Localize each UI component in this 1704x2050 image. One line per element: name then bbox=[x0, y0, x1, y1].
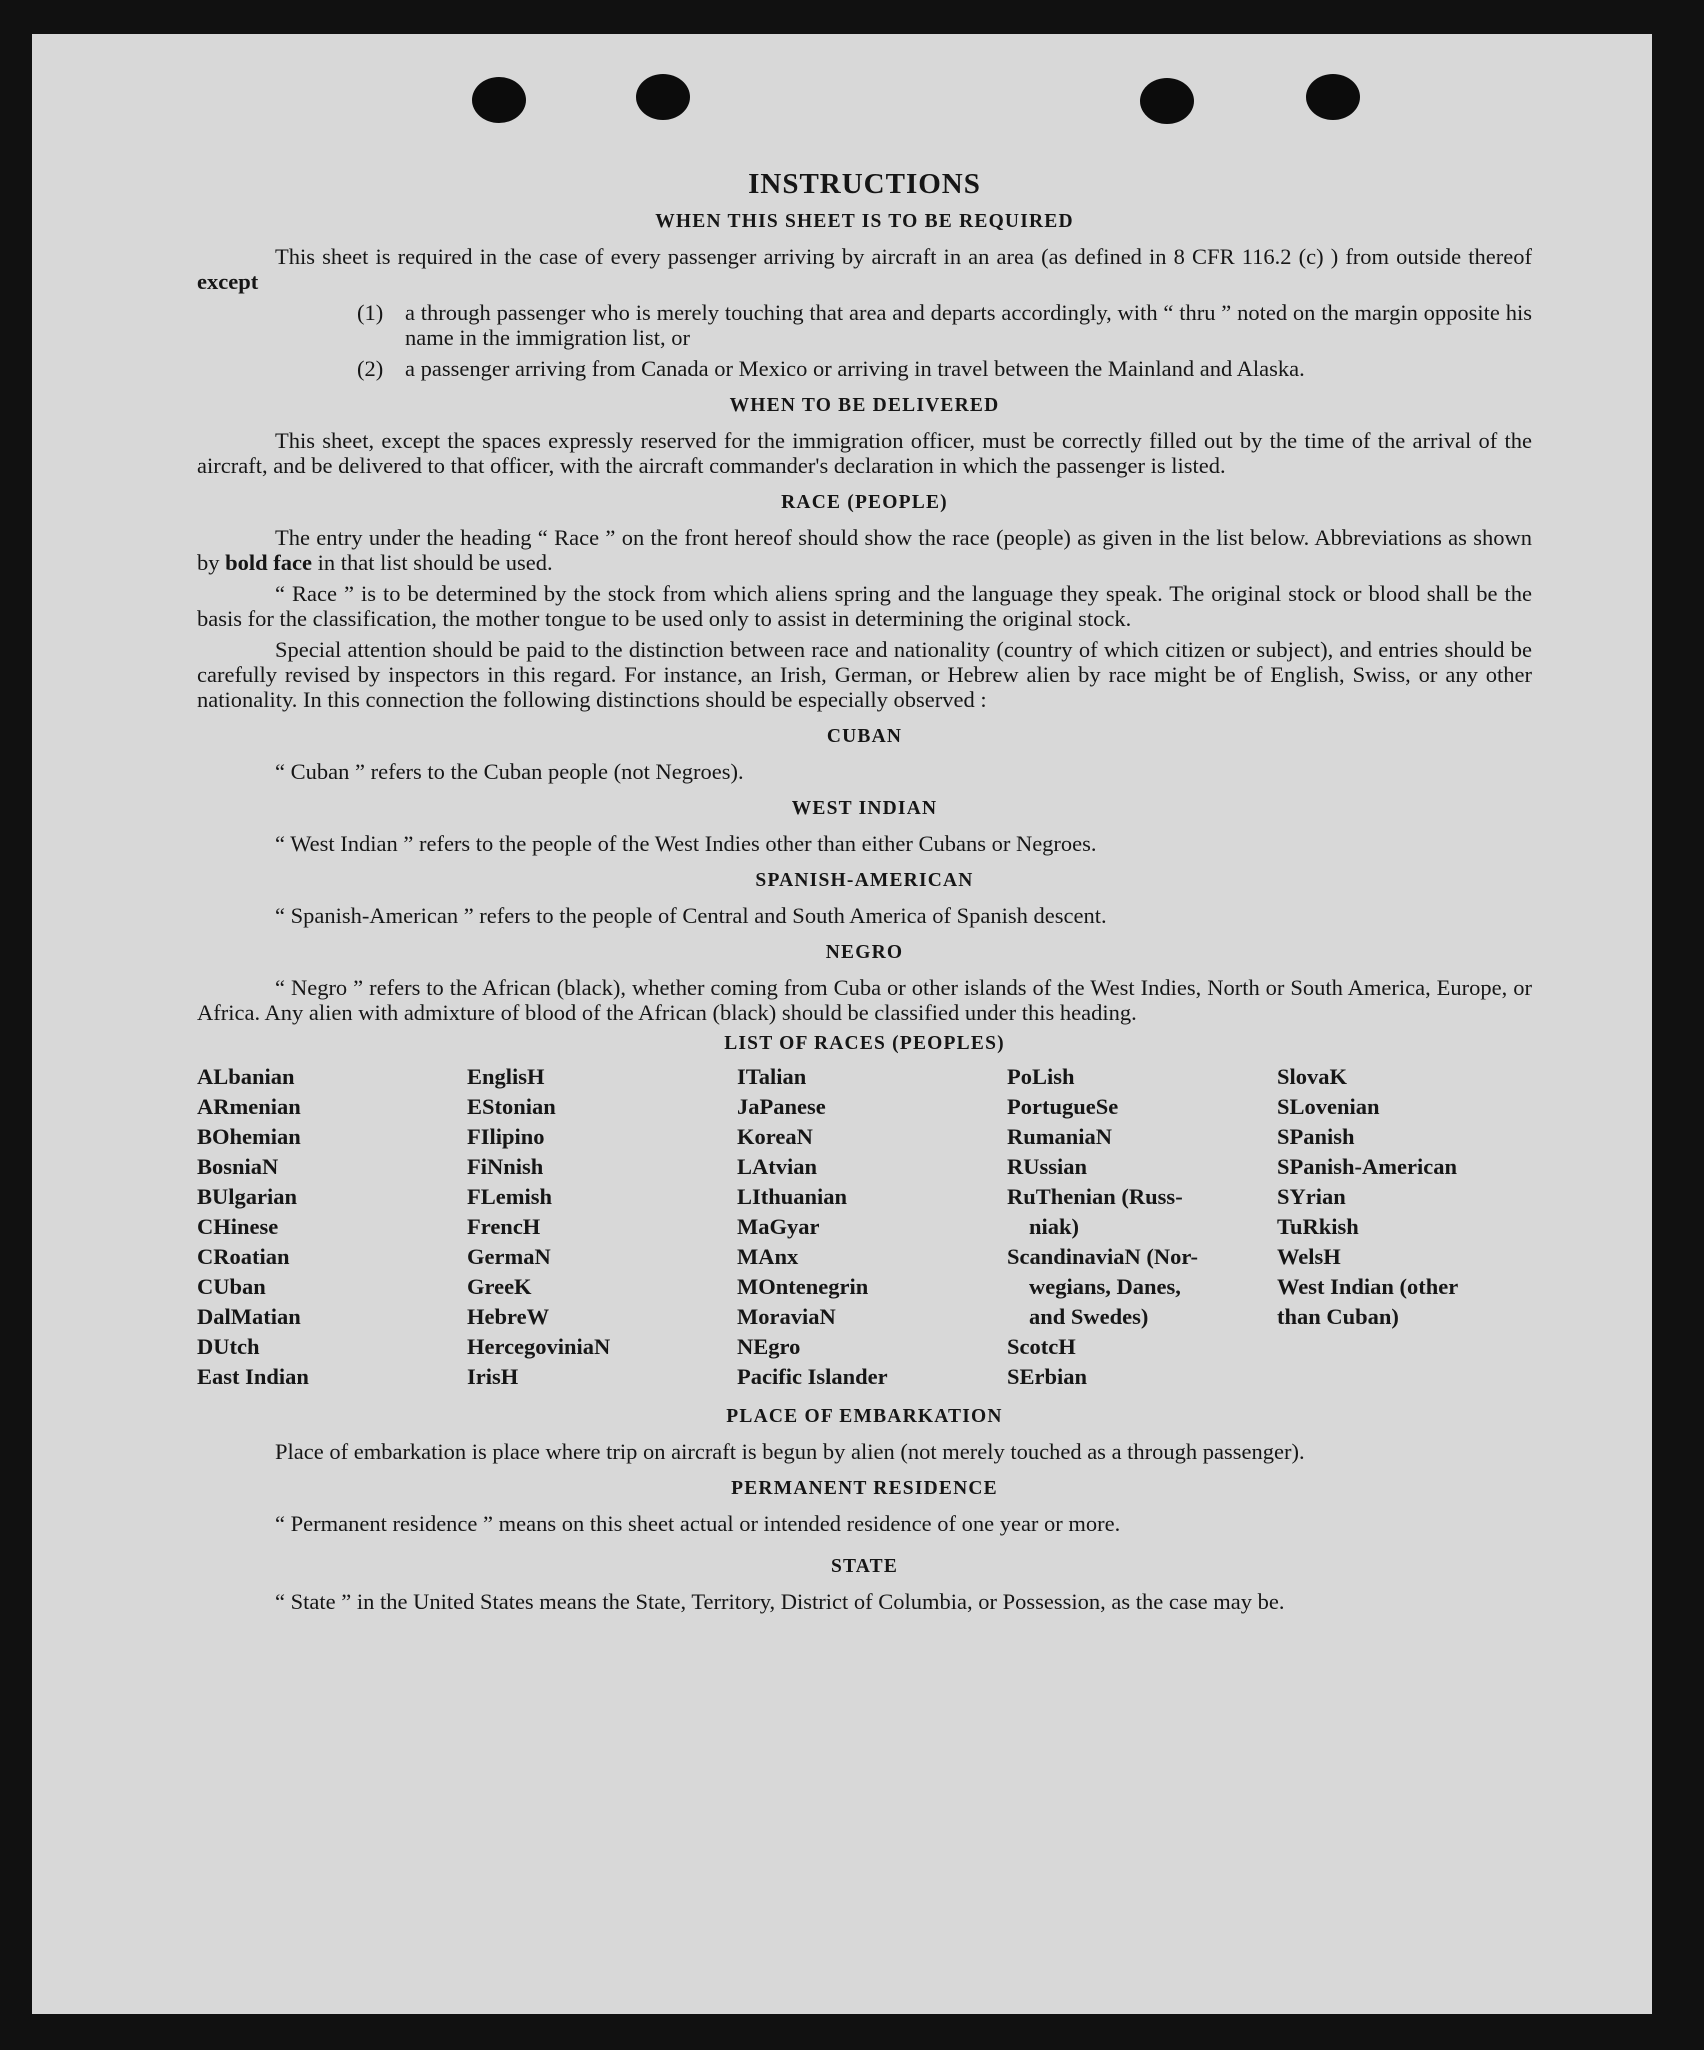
race-entry: FLemish bbox=[467, 1184, 553, 1209]
race-entry: EnglisH bbox=[467, 1064, 545, 1089]
section-heading-races-list: LIST OF RACES (PEOPLES) bbox=[724, 1033, 1005, 1054]
punch-hole bbox=[1306, 74, 1360, 120]
race-entry: JaPanese bbox=[737, 1094, 826, 1119]
section-heading-cuban: CUBAN bbox=[826, 726, 903, 747]
race-entry: ScandinaviaN (Nor- bbox=[1007, 1244, 1199, 1269]
state-text: “ State ” in the United States means the State, Territory, District of Columbia, or Possession, as the case may be. bbox=[275, 1589, 1285, 1614]
race-entry: SPanish-American bbox=[1277, 1154, 1457, 1179]
race-entry: HebreW bbox=[467, 1304, 550, 1329]
west-indian-text: “ West Indian ” refers to the people of the West Indies other than either Cubans or Negroes. bbox=[275, 831, 1097, 856]
race-entry: wegians, Danes, bbox=[1029, 1274, 1181, 1299]
race-entry: SErbian bbox=[1007, 1364, 1088, 1389]
race-entry: MoraviaN bbox=[737, 1304, 836, 1329]
exception-text: a through passenger who is merely touching that area and departs accordingly, with “ thru ” noted on the margin opposite his name in the immigration list, or bbox=[405, 300, 1532, 350]
instructions-content bbox=[197, 162, 1532, 1620]
race-entry: CRoatian bbox=[197, 1244, 290, 1269]
race-entry: PoLish bbox=[1007, 1064, 1075, 1089]
required-intro-except: except bbox=[197, 269, 259, 294]
race-entry: RumaniaN bbox=[1007, 1124, 1113, 1149]
race-entry: SLovenian bbox=[1277, 1094, 1380, 1119]
race-entry: CUban bbox=[197, 1274, 266, 1299]
section-heading-spanish-american: SPANISH-AMERICAN bbox=[755, 870, 974, 891]
race-entry: WelsH bbox=[1277, 1244, 1341, 1269]
exceptions-list bbox=[197, 300, 1532, 381]
cuban-text: “ Cuban ” refers to the Cuban people (not Negroes). bbox=[275, 759, 744, 784]
race-entry: niak) bbox=[1029, 1214, 1080, 1239]
race-entry: HercegoviniaN bbox=[467, 1334, 611, 1359]
race-entry: DalMatian bbox=[197, 1304, 301, 1329]
race-entry: BosniaN bbox=[197, 1154, 279, 1179]
races-column-3 bbox=[737, 1062, 1007, 1392]
section-heading-negro: NEGRO bbox=[825, 942, 904, 963]
race-entry: BOhemian bbox=[197, 1124, 301, 1149]
race-entry: MOntenegrin bbox=[737, 1274, 869, 1299]
races-table bbox=[197, 1062, 1532, 1392]
races-column-5 bbox=[1277, 1062, 1532, 1392]
embarkation-text: Place of embarkation is place where trip on aircraft is begun by alien (not merely touched as a through passenger). bbox=[275, 1439, 1305, 1464]
required-intro bbox=[197, 244, 1532, 294]
races-column-1 bbox=[197, 1062, 467, 1392]
races-column-4 bbox=[1007, 1062, 1277, 1392]
punch-hole bbox=[472, 77, 526, 123]
list-item bbox=[357, 300, 1532, 350]
race-p1-text: The entry under the heading “ Race ” on the front hereof should show the race (people) as given in the list below. Abbreviations as shown by bbox=[197, 525, 1532, 575]
race-entry: SYrian bbox=[1277, 1184, 1346, 1209]
races-column-2 bbox=[467, 1062, 737, 1392]
spanish-american-text: “ Spanish-American ” refers to the people of Central and South America of Spanish descent. bbox=[275, 903, 1107, 928]
race-entry: GermaN bbox=[467, 1244, 551, 1269]
race-p1-bold: bold face bbox=[225, 550, 312, 575]
race-entry: TuRkish bbox=[1277, 1214, 1359, 1239]
race-entry: Pacific Islander bbox=[737, 1364, 888, 1389]
section-heading-state: STATE bbox=[830, 1556, 899, 1577]
race-entry: KoreaN bbox=[737, 1124, 813, 1149]
race-paragraph-2: “ Race ” is to be determined by the stock from which aliens spring and the language they speak. The original stock or blood shall be the basis for the classification, the mother tongue to be used only to assist in determining the original stock. bbox=[197, 581, 1532, 631]
race-entry: FIlipino bbox=[467, 1124, 545, 1149]
race-entry: East Indian bbox=[197, 1364, 309, 1389]
race-entry: FrencH bbox=[467, 1214, 541, 1239]
exception-number: (2) bbox=[357, 356, 384, 381]
section-heading-west-indian: WEST INDIAN bbox=[791, 798, 938, 819]
punch-hole bbox=[1140, 78, 1194, 124]
section-heading-delivered: WHEN TO BE DELIVERED bbox=[729, 395, 1000, 416]
list-item bbox=[357, 356, 1532, 381]
race-entry: CHinese bbox=[197, 1214, 279, 1239]
page-title: INSTRUCTIONS bbox=[748, 168, 981, 200]
race-entry: ITalian bbox=[737, 1064, 807, 1089]
residence-text: “ Permanent residence ” means on this sheet actual or intended residence of one year or more. bbox=[275, 1511, 1121, 1536]
race-entry: ARmenian bbox=[197, 1094, 301, 1119]
delivered-text: This sheet, except the spaces expressly reserved for the immigration officer, must be correctly filled out by the time of the arrival of the aircraft, and be delivered to that officer, with the aircraft commander's declaration in which the passenger is listed. bbox=[197, 428, 1532, 478]
race-paragraph-3: Special attention should be paid to the distinction between race and nationality (country of which citizen or subject), and entries should be carefully revised by inspectors in this regard. For instance, an Irish, German, or Hebrew alien by race might be of English, Swiss, or any other nationality. In this connection the following distinctions should be especially observed : bbox=[197, 637, 1532, 712]
race-entry: than Cuban) bbox=[1277, 1304, 1399, 1329]
race-entry: IrisH bbox=[467, 1364, 519, 1389]
negro-text: “ Negro ” refers to the African (black), whether coming from Cuba or other islands of the West Indies, North or South America, Europe, or Africa. Any alien with admixture of blood of the African (black) should be classified under this heading. bbox=[197, 975, 1532, 1025]
race-entry: SPanish bbox=[1277, 1124, 1355, 1149]
punch-hole bbox=[636, 74, 690, 120]
race-entry: GreeK bbox=[467, 1274, 532, 1299]
race-entry: PortugueSe bbox=[1007, 1094, 1119, 1119]
race-entry: RuThenian (Russ- bbox=[1007, 1184, 1183, 1209]
document-page bbox=[32, 34, 1652, 2014]
race-entry: LAtvian bbox=[737, 1154, 818, 1179]
section-heading-required: WHEN THIS SHEET IS TO BE REQUIRED bbox=[655, 211, 1074, 232]
race-entry: LIthuanian bbox=[737, 1184, 848, 1209]
section-heading-race: RACE (PEOPLE) bbox=[781, 492, 948, 513]
race-p1-tail: in that list should be used. bbox=[312, 550, 553, 575]
race-entry: RUssian bbox=[1007, 1154, 1088, 1179]
race-entry: SlovaK bbox=[1277, 1064, 1348, 1089]
section-heading-residence: PERMANENT RESIDENCE bbox=[731, 1478, 998, 1499]
section-heading-embarkation: PLACE OF EMBARKATION bbox=[726, 1406, 1003, 1427]
exception-number: (1) bbox=[357, 300, 384, 325]
race-entry: ScotcH bbox=[1007, 1334, 1076, 1359]
race-paragraph-1 bbox=[197, 525, 1532, 575]
required-intro-text: This sheet is required in the case of every passenger arriving by aircraft in an area (as defined in 8 CFR 116.2 (c) ) from outside thereof bbox=[275, 244, 1532, 269]
race-entry: ALbanian bbox=[197, 1064, 295, 1089]
race-entry: NEgro bbox=[737, 1334, 801, 1359]
race-entry: West Indian (other bbox=[1277, 1274, 1459, 1299]
race-entry: FiNnish bbox=[467, 1154, 544, 1179]
race-entry: and Swedes) bbox=[1029, 1304, 1149, 1329]
race-entry: MaGyar bbox=[737, 1214, 820, 1239]
race-entry: MAnx bbox=[737, 1244, 799, 1269]
race-entry: BUlgarian bbox=[197, 1184, 298, 1209]
exception-text: a passenger arriving from Canada or Mexico or arriving in travel between the Mainland and Alaska. bbox=[405, 356, 1305, 381]
race-entry: EStonian bbox=[467, 1094, 556, 1119]
race-entry: DUtch bbox=[197, 1334, 260, 1359]
